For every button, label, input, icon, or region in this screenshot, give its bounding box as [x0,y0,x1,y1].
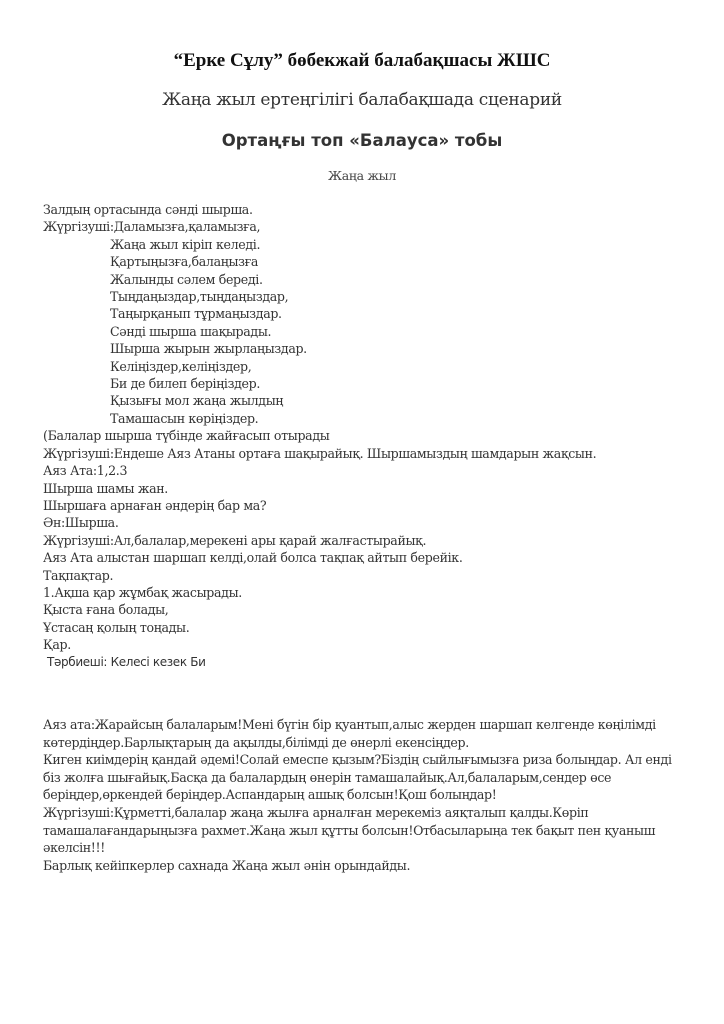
script-line: Ән:Шырша. [43,515,119,531]
section-title: Жаңа жыл [328,168,396,183]
poem-line: Би де билеп беріңіздер. [110,376,261,392]
script-line: Тақпақтар. [43,567,114,583]
poem-line: Шырша жырын жырлаңыздар. [110,341,307,357]
script-line: Жүргізуші:Құрметті,балалар жаңа жылға арналған мерекеміз аяқталып қалды.Көріп [43,804,589,820]
script-part-1 [43,201,703,671]
script-line: Шыршаға арнаған әндерің бар ма? [43,497,267,513]
script-line: әкелсін!!! [43,840,105,856]
poem-line: Жаңа жыл кіріп келеді. [110,236,261,252]
script-part-2 [43,716,693,874]
script-line: Шырша шамы жан. [43,480,168,496]
script-line: 1.Ақша қар жұмбақ жасырады. [43,584,242,600]
intro-line: Залдың ортасында сәнді шырша. [43,202,253,217]
poem-line: Тамашасын көріңіздер. [110,410,259,426]
poem [43,236,703,427]
script-line: Киген киімдерің қандай әдемі!Солай емеспе қызым?Біздің сыйлығымызға риза болыңдар. Ал енді [43,752,672,768]
script-line: Қыста ғана болады, [43,602,169,618]
script-line: біз жолға шығайық.Басқа да балалардың өнерін тамашалайық.Ал,балаларым,сендер өсе [43,769,612,785]
script-line: Қар. [43,637,71,653]
poem-line: Сәнді шырша шақырады. [110,323,272,339]
host-line: Жүргізуші:Даламызға,қаламызға, [43,219,261,235]
script-line: тамашалағандарыңызға рахмет.Жаңа жыл құтты болсын!Отбасыларыңа тек бақыт пен қуаныш [43,822,656,838]
script-line: Аяз Ата алыстан шаршап келді,олай болса тақпақ айтып берейік. [43,550,463,566]
teacher-line: Тәрбиеші: Келесі кезек Би [47,654,206,669]
poem-line: Таңырқанып тұрмаңыздар. [110,306,282,322]
script-line: беріңдер,өркендей беріңдер.Аспандарың ашық болсын!Қош болыңдар! [43,787,497,803]
script-line: Жүргізуші:Ендеше Аяз Атаны ортаға шақырайық. Шыршамыздың шамдарын жақсын. [43,445,597,461]
script-line: Ұстасаң қолың тоңады. [43,619,190,635]
script-line: Барлық кейіпкерлер сахнада Жаңа жыл әнін орындайды. [43,857,411,873]
poem-line: Қартыңызға,балаңызға [110,254,259,270]
poem-line: Тыңдаңыздар,тыңдаңыздар, [110,289,289,305]
poem-line: Жалынды сәлем береді. [110,271,263,287]
script-line: көтердіңдер.Барлықтарың да ақылды,білімді де өнерлі екенсіңдер. [43,734,469,750]
script-line: Аяз ата:Жарайсың балаларым!Мені бүгін бір қуантып,алыс жерден шаршап келгенде көңілімді [43,717,656,732]
poem-line: Келіңіздер,келіңіздер, [110,358,252,374]
group-title: Ортаңғы топ «Балауса» тобы [221,131,503,150]
script-line: Жүргізуші:Ал,балалар,мерекені ары қарай жалғастырайық. [43,532,427,548]
script-line: (Балалар шырша түбінде жайғасып отырады [43,428,330,444]
poem-line: Қызығы мол жаңа жылдың [110,393,284,409]
organization-title: “Ерке Сұлу” бөбекжай балабақшасы ЖШС [173,50,551,71]
document-subtitle: Жаңа жыл ертеңгілігі балабақшада сценарий [162,90,562,110]
script-line: Аяз Ата:1,2.3 [43,463,128,479]
